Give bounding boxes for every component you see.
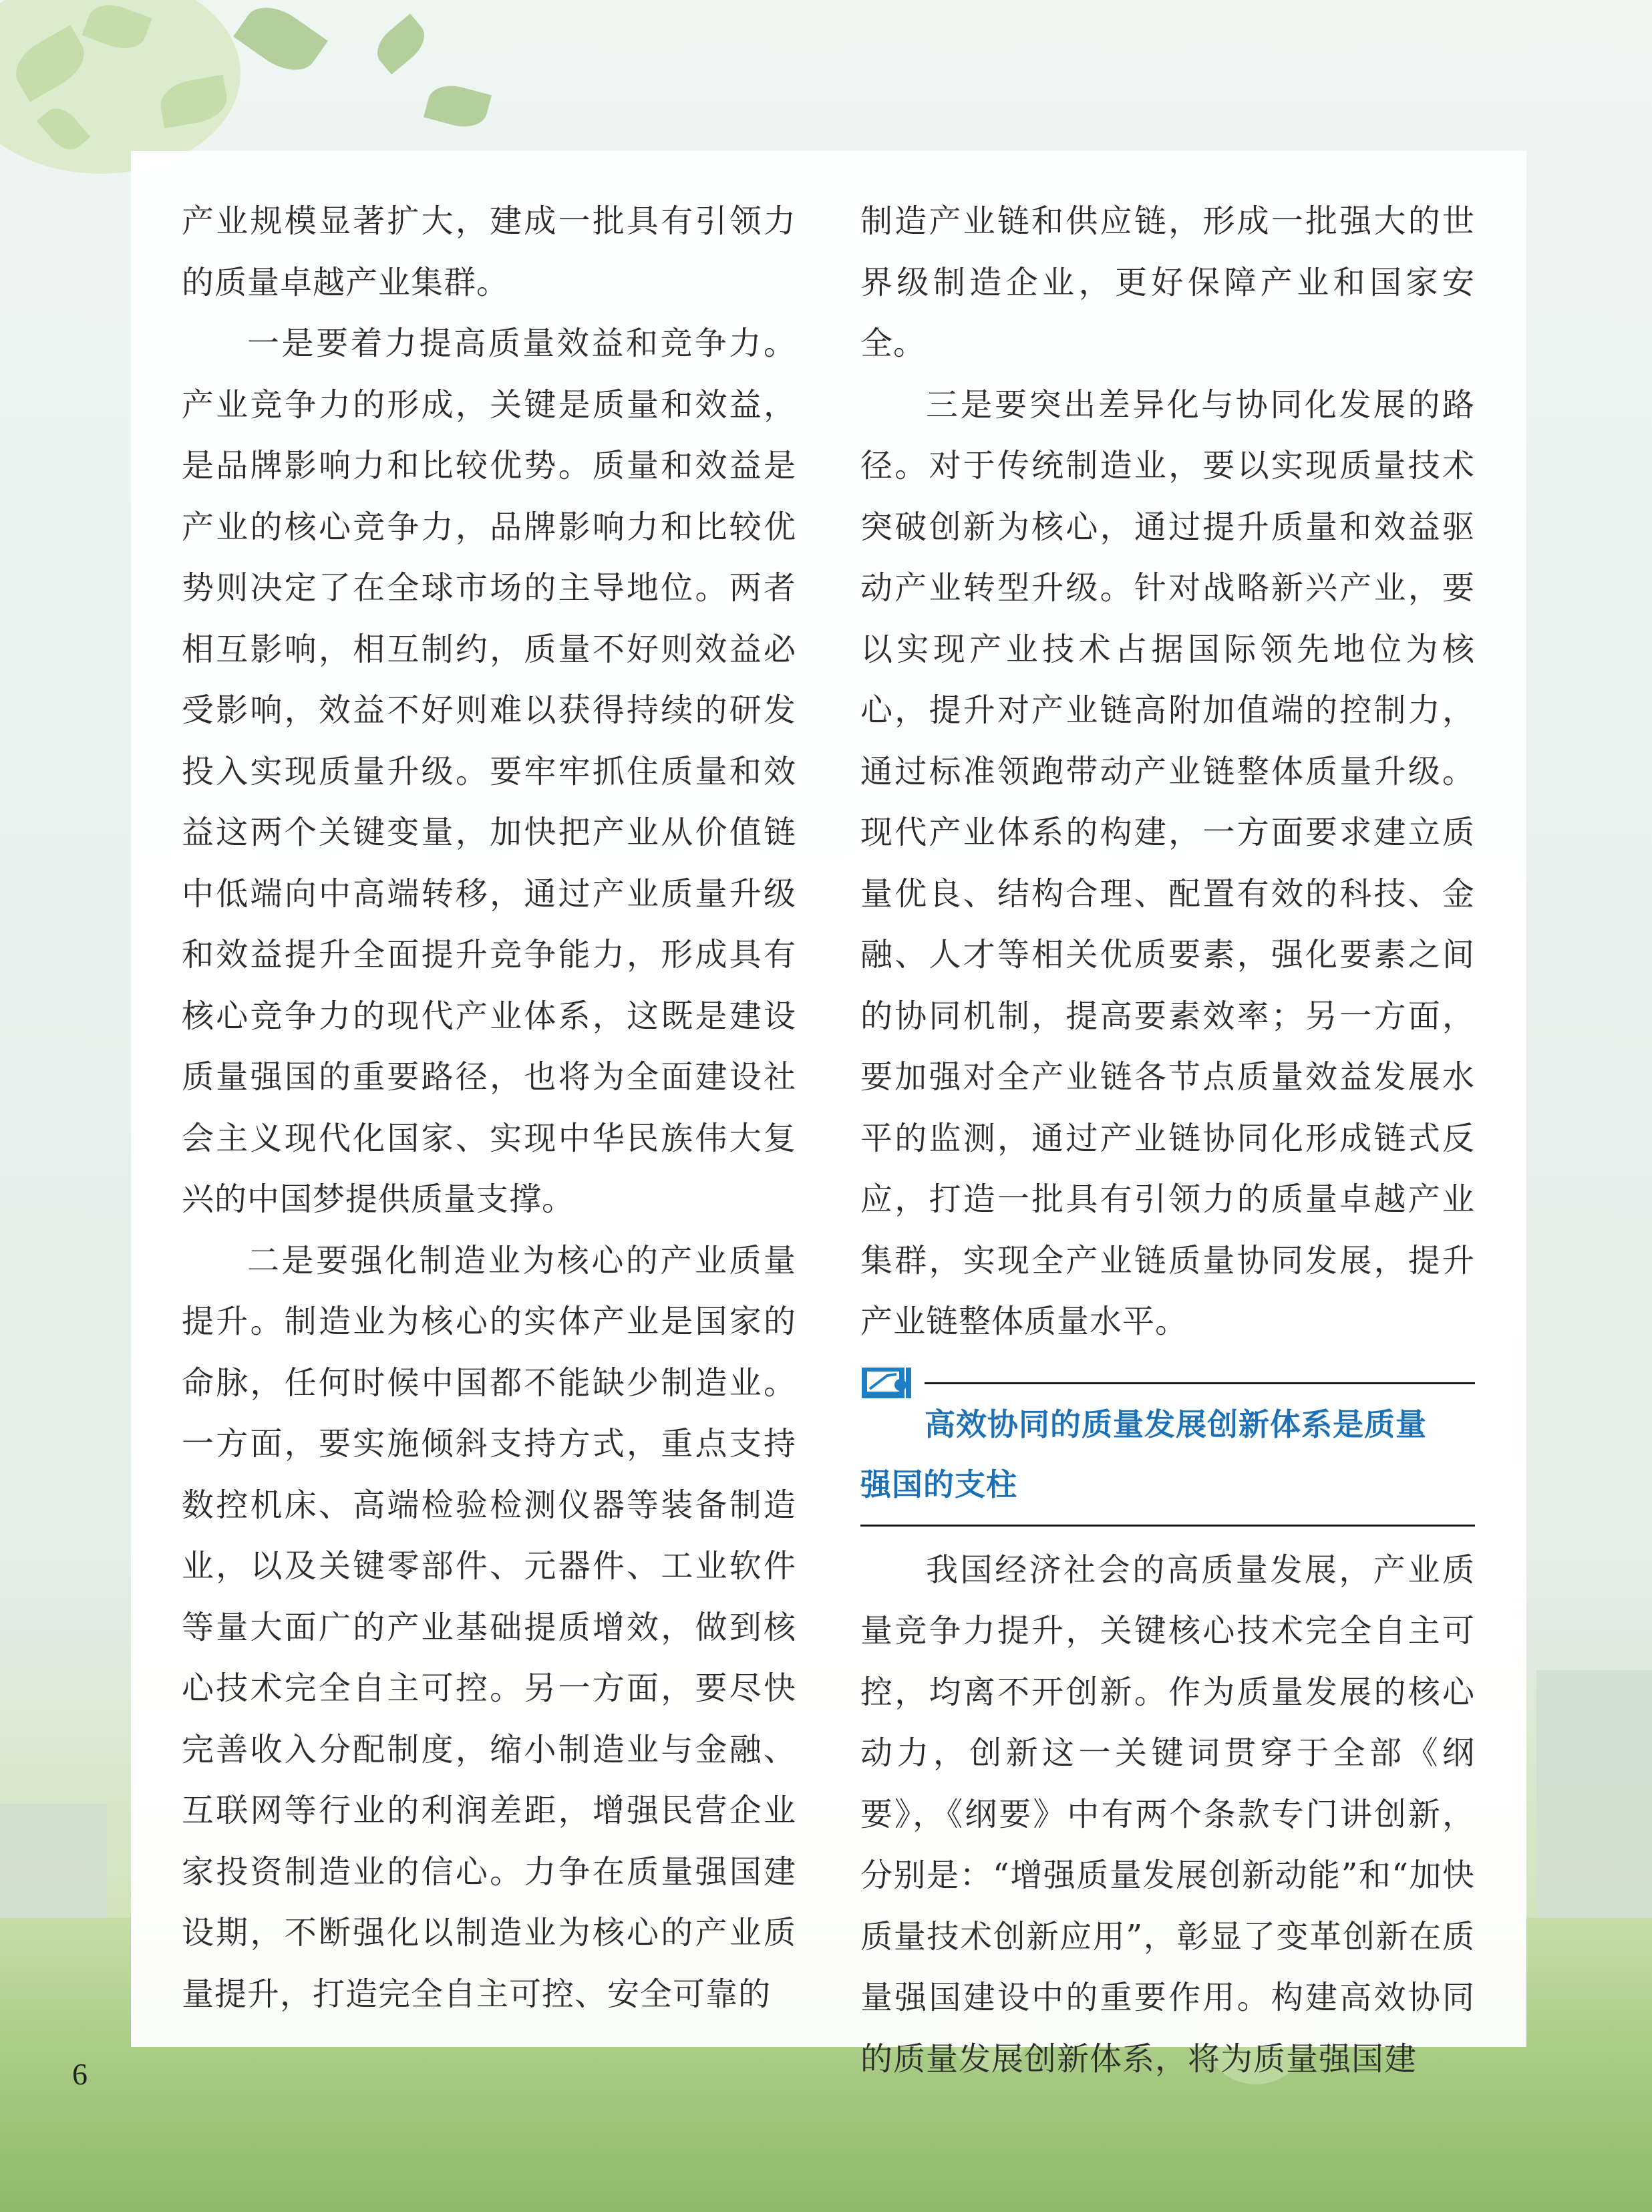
paragraph: 产业规模显著扩大，建成一批具有引领力的质量卓越产业集群。 [182, 202, 796, 301]
leaf-decoration [424, 80, 492, 132]
presentation-icon [860, 1365, 914, 1402]
paragraph: 三是要突出差异化与协同化发展的路径。对于传统制造业，要以实现质量技术突破创新为核心，通过提升质量和效益驱动产业转型升级。针对战略新兴产业，要以实现产业技术占据国际领先地位为核心，提升对产业链高附加值端的控制力，通过标准领跑带动产业链整体质量升级。现代产业体系的构建，一方面要求建立质量优良、结构合理、配置有效的科技、金融、人才等相关优质要素，强化要素之间的协同机制，提高要素效率；另一方面，要加强对全产业链各节点质量效益发展水平的监测，通过产业链协同化形成链式反应，打造一批具有引领力的质量卓越产业集群，实现全产业链质量协同发展，提升产业链整体质量水平。 [860, 385, 1475, 1340]
page-number: 6 [72, 2057, 88, 2091]
article-panel [131, 151, 1526, 2078]
paragraph: 一是要着力提高质量效益和竞争力。产业竞争力的形成，关键是质量和效益，是品牌影响力和比较优势。质量和效益是产业的核心竞争力，品牌影响力和比较优势则决定了在全球市场的主导地位。两者相互影响，相互制约，质量不好则效益必受影响，效益不好则难以获得持续的研发投入实现质量升级。要牢牢抓住质量和效益这两个关键变量，加快把产业从价值链中低端向中高端转移，通过产业质量升级和效益提升全面提升竞争能力，形成具有核心竞争力的现代产业体系，这既是建设质量强国的重要路径，也将为全面建设社会主义现代化国家、实现中华民族伟大复兴的中国梦提供质量支撑。 [182, 325, 796, 1218]
section-heading [860, 1365, 1475, 1527]
heading-rule-top [925, 1382, 1475, 1384]
left-column [182, 191, 796, 2025]
right-column-bottom [860, 1540, 1475, 2090]
leaf-decoration [233, 0, 328, 83]
right-column [860, 191, 1475, 2090]
section-heading-line1: 高效协同的质量发展创新体系是质量 [925, 1406, 1427, 1442]
section-heading-line2: 强国的支柱 [860, 1466, 1017, 1503]
paragraph: 制造产业链和供应链，形成一批强大的世界级制造企业，更好保障产业和国家安全。 [860, 202, 1475, 362]
heading-rule-bottom [860, 1525, 1475, 1527]
paragraph: 我国经济社会的高质量发展，产业质量竞争力提升，关键核心技术完全自主可控，均离不开创新。作为质量发展的核心动力，创新这一关键词贯穿于全部《纲要》，《纲要》中有两个条款专门讲创新，分别是：“增强质量发展创新动能”和“加快质量技术创新应用”，彰显了变革创新在质量强国建设中的重要作用。构建高效协同的质量发展创新体系，将为质量强国建 [860, 1551, 1475, 2078]
section-heading-title [860, 1365, 1475, 1527]
paragraph: 二是要强化制造业为核心的产业质量提升。制造业为核心的实体产业是国家的命脉，任何时候中国都不能缺少制造业。一方面，要实施倾斜支持方式，重点支持数控机床、高端检验检测仪器等装备制造业，以及关键零部件、元器件、工业软件等量大面广的产业基础提质增效，做到核心技术完全自主可控。另一方面，要尽快完善收入分配制度，缩小制造业与金融、互联网等行业的利润差距，增强民营企业家投资制造业的信心。力争在质量强国建设期，不断强化以制造业为核心的产业质量提升，打造完全自主可控、安全可靠的 [182, 1241, 796, 2013]
right-column-top [860, 191, 1475, 1353]
leaf-decoration [369, 13, 433, 74]
blur-decoration [0, 0, 240, 174]
